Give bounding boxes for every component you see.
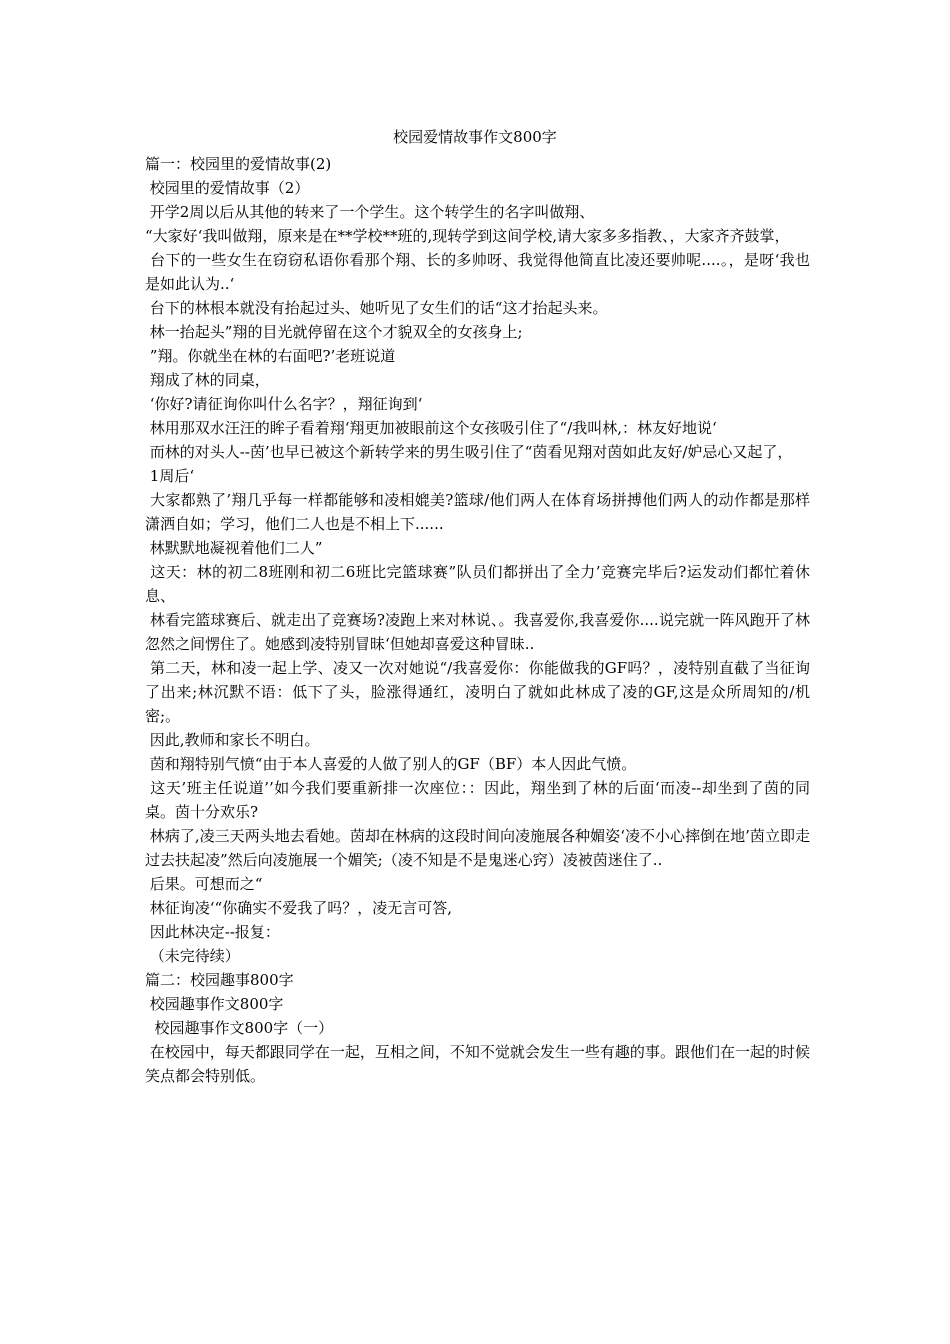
paragraph: （未完待续） xyxy=(145,947,240,965)
paragraph: 台下的林根本就没有抬起过头、她听见了女生们的话“这才抬起头来。 xyxy=(145,299,608,317)
paragraph: 因此林决定--报复： xyxy=(145,923,280,941)
paragraph: 篇一：校园里的爱情故事(2) xyxy=(145,155,332,173)
paragraph: 后果。可想而之“ xyxy=(145,875,263,893)
paragraph: 林病了,凌三天两头地去看她。茵却在林病的这段时间向凌施展各种媚姿‘凌不小心摔倒在地’茵立即走过去扶起凌”然后向凌施展一个媚笑;（凌不知是不是鬼迷心窍）凌被茵迷住了.. xyxy=(145,827,810,869)
paragraph: 校园趣事作文800字 xyxy=(145,995,284,1013)
paragraph: 校园里的爱情故事（2） xyxy=(145,179,310,197)
paragraph: 这天’班主任说道’’如今我们要重新排一次座位：：因此，翔坐到了林的后面‘而凌--却坐到了茵的同桌。茵十分欢乐? xyxy=(145,779,810,821)
paragraph: 台下的一些女生在窃窃私语你看那个翔、长的多帅呀、我觉得他简直比凌还要帅呢....。，是呀‘我也是如此认为..‘ xyxy=(145,251,810,293)
paragraph: 林用那双水汪汪的眸子看着翔‘翔更加被眼前这个女孩吸引住了“/我叫林,：林友好地说‘ xyxy=(145,419,717,437)
paragraph: 因此,教师和家长不明白。 xyxy=(145,731,320,749)
paragraph: 林征询凌‘“你确实不爱我了吗？，凌无言可答, xyxy=(145,899,452,917)
paragraph: 林看完篮球赛后、就走出了竞赛场?凌跑上来对林说、。我喜爱你,我喜爱你....说完就一阵风跑开了林忽然之间愣住了。她感到凌特别冒昧‘但她却喜爱这种冒昧.. xyxy=(145,611,810,653)
paragraph: 第二天，林和凌一起上学、凌又一次对她说“/我喜爱你：你能做我的GF吗？，凌特别直截了当征询了出来;林沉默不语：低下了头，脸涨得通红，凌明白了就如此林成了凌的GF,这是众所周知的/机密;。 xyxy=(145,659,810,725)
paragraph: 林默默地凝视着他们二人” xyxy=(145,539,323,557)
paragraph: 开学2周以后从其他的转来了一个学生。这个转学生的名字叫做翔、 xyxy=(145,203,595,221)
paragraph: 而林的对头人--茵’也早已被这个新转学来的男生吸引住了“茵看见翔对茵如此友好/妒忌心又起了， xyxy=(145,443,793,461)
paragraph: 在校园中，每天都跟同学在一起，互相之间，不知不觉就会发生一些有趣的事。跟他们在一起的时候笑点都会特别低。 xyxy=(145,1043,810,1085)
paragraph: ”翔。你就坐在林的右面吧?’老班说道 xyxy=(145,347,396,365)
paragraph: 校园趣事作文800字（一） xyxy=(145,1019,334,1037)
paragraph: 1周后‘ xyxy=(145,467,195,485)
section-heading: 篇二：校园趣事800字 xyxy=(145,971,294,989)
paragraph: 茵和翔特别气愤“由于本人喜爱的人做了别人的GF（BF）本人因此气愤。 xyxy=(145,755,637,773)
document-body xyxy=(145,152,810,1088)
paragraph: 林一抬起头”翔的目光就停留在这个才貌双全的女孩身上; xyxy=(145,323,523,341)
paragraph: ‘你好?请征询你叫什么名字？，翔征询到‘ xyxy=(145,395,423,413)
paragraph: “大家好‘我叫做翔，原来是在**学校**班的,现转学到这间学校,请大家多多指教、，大家齐齐鼓掌， xyxy=(145,227,790,245)
paragraph: 翔成了林的同桌， xyxy=(145,371,270,389)
document-title: 校园爱情故事作文800字 xyxy=(393,128,557,146)
paragraph: 大家都熟了’翔几乎每一样都能够和凌相媲美?篮球/他们两人在体育场拼搏他们两人的动作都是那样潇洒自如；学习，他们二人也是不相上下...... xyxy=(145,491,810,533)
paragraph: 这天：林的初二8班刚和初二6班比完篮球赛”队员们都拼出了全力’竞赛完毕后?运发动们都忙着休息、 xyxy=(145,563,810,605)
